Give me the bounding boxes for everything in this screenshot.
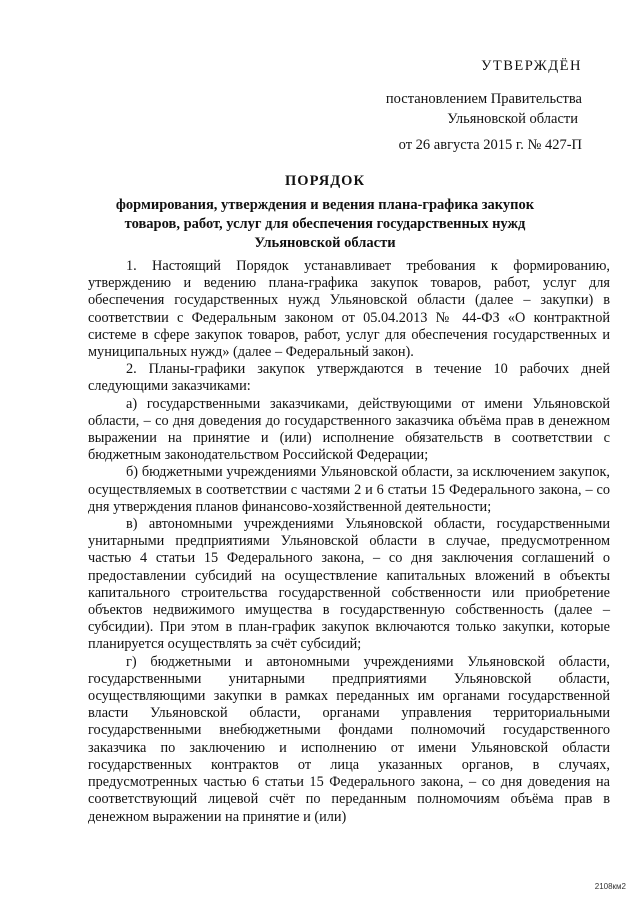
paragraph-2v: в) автономными учреждениями Ульяновской области, государственными унитарными предприятиями Ульяновской области в случае, предусмотренном частью 4 статьи 15 Федерального закона, – со дня заключения соглашений о предоставлении субсидий на осуществление капитальных вложений в объекты капитального строительства государственной собственности или приобретение объектов недвижимого имущества в государственную собственность (далее – субсидии). При этом в план-график закупок включаются только закупки, которые планируется осуществлять за счёт субсидий; xyxy=(88,516,610,653)
paragraph-2g: г) бюджетными и автономными учреждениями Ульяновской области, государственными унитарными предприятиями Ульяновской области, осуществляющими закупки в рамках переданных им органами государственной власти Ульяновской области, органами управления территориальными государственными внебюджетными фондами полномочий государственного заказчика по заключению и исполнению от имени Ульяновской области государственных контрактов от лица указанных органов, в случаях, предусмотренных частью 6 статьи 15 Федерального закона, – со дня доведения на соответствующий лицевой счёт по переданным полномочиям объёма прав в денежном выражении на принятие и (или) xyxy=(88,653,610,825)
title-line-1: формирования, утверждения и ведения плана-графика закупок xyxy=(115,197,535,213)
approval-stamp xyxy=(342,56,582,155)
title-line-3: Ульяновской области xyxy=(254,235,396,251)
approval-line-3: от 26 августа 2015 г. № 427-П xyxy=(398,137,582,153)
approval-word: УТВЕРЖДЁН xyxy=(481,58,582,74)
approval-line-1: постановлением Правительства xyxy=(385,91,582,107)
document-title xyxy=(100,172,550,253)
paragraph-2: 2. Планы-графики закупок утверждаются в течение 10 рабочих дней следующими заказчиками: xyxy=(88,361,610,395)
document-body xyxy=(88,258,610,826)
paragraph-2b: б) бюджетными учреждениями Ульяновской области, за исключением закупок, осуществляемых в соответствии с частями 2 и 6 статьи 15 Федерального закона, – со дня утверждения планов финансово-хозяйственной деятельности; xyxy=(88,464,610,515)
footer-code: 2108км2 xyxy=(594,882,626,891)
paragraph-1: 1. Настоящий Порядок устанавливает требования к формированию, утверждению и ведению плана-графика закупок товаров, работ, услуг для обеспечения государственных нужд Ульяновской области (далее – закупки) в соответствии с Федеральным законом от 05.04.2013 № 44-ФЗ «О контрактной системе в сфере закупок товаров, работ, услуг для обеспечения государственных и муниципальных нужд» (далее – Федеральный закон). xyxy=(88,258,610,361)
approval-line-2: Ульяновской области xyxy=(447,111,578,127)
paragraph-2a: а) государственными заказчиками, действующими от имени Ульяновской области, – со дня доведения до государственного заказчика объёма прав в денежном выражении на принятие и (или) исполнение обязательств в соответствии с бюджетным законодательством Российской Федерации; xyxy=(88,395,610,464)
title-heading: ПОРЯДОК xyxy=(285,173,365,189)
title-line-2: товаров, работ, услуг для обеспечения государственных нужд xyxy=(124,216,526,232)
